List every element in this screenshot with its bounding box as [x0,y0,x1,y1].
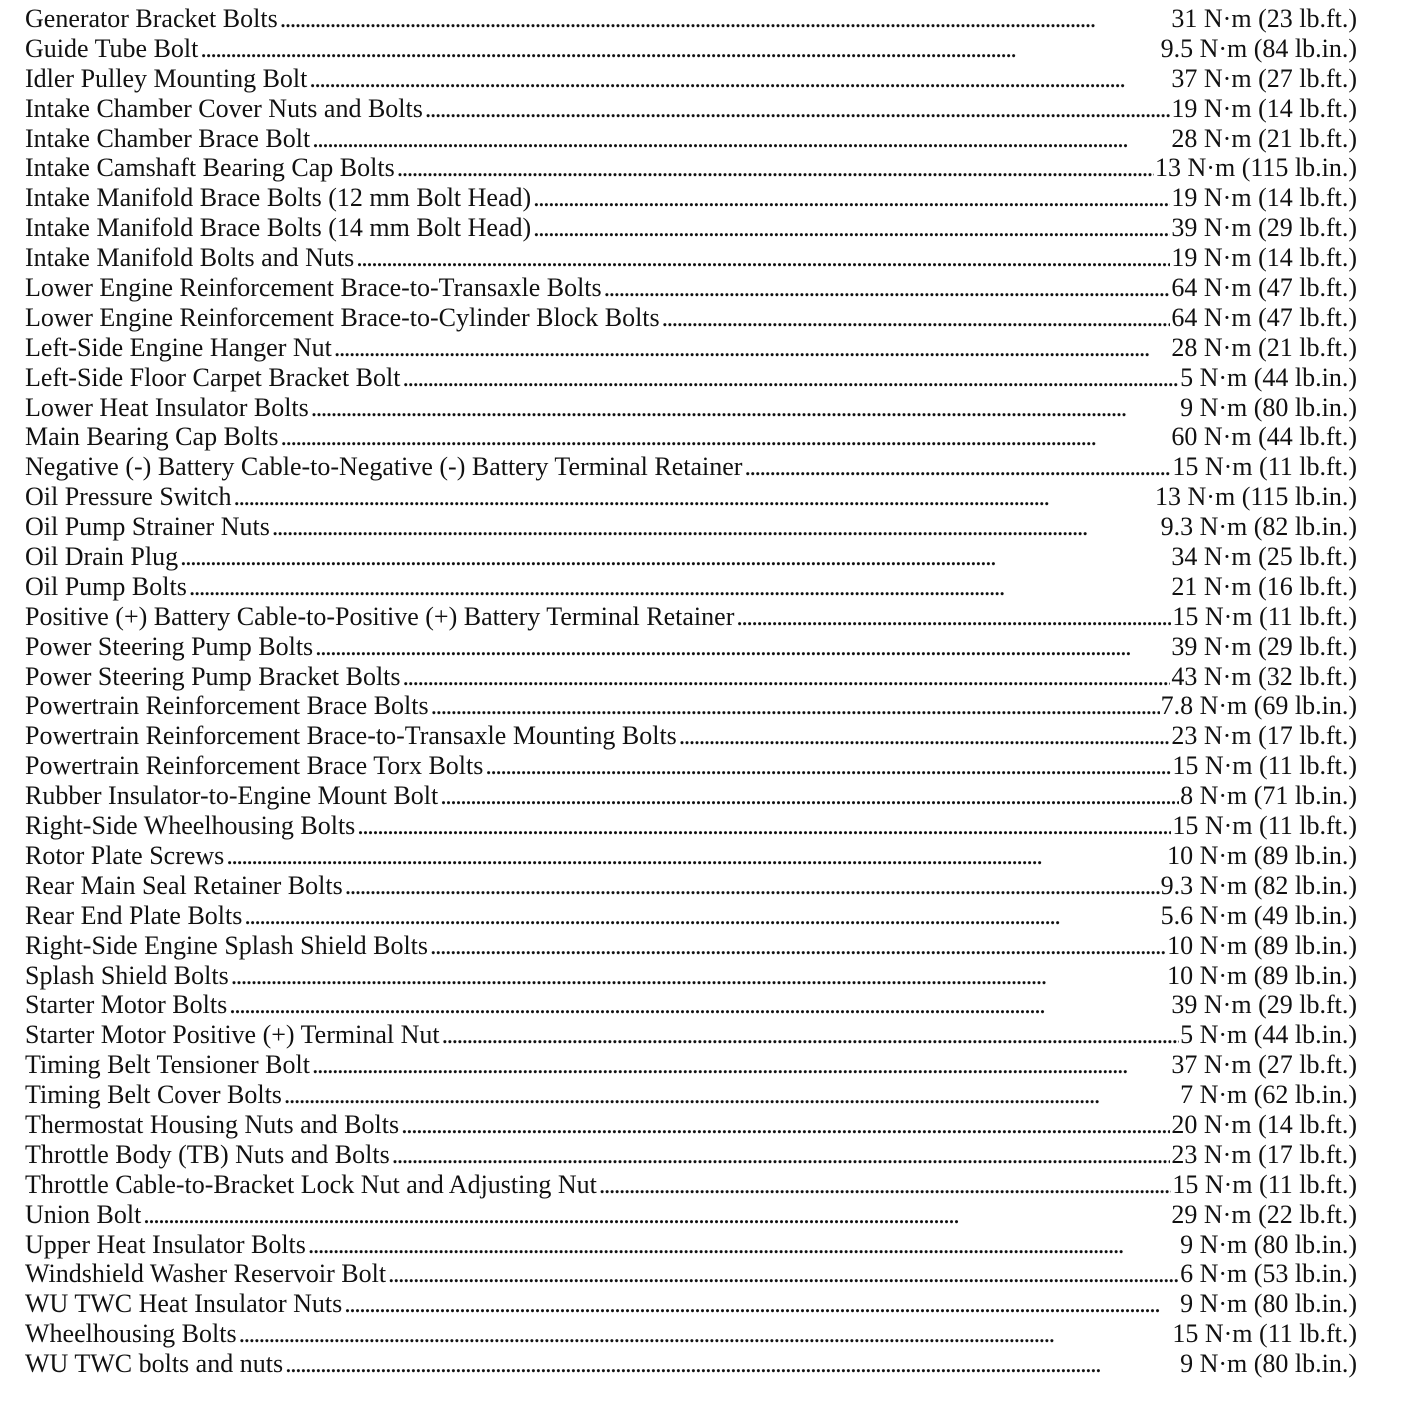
spec-torque-value: 15 N·m (11 lb.ft.) [1172,1319,1357,1349]
spec-row [25,213,1357,243]
dot-leader [599,1170,1172,1200]
spec-row [25,602,1357,632]
spec-torque-value: 10 N·m (89 lb.in.) [1167,840,1357,870]
spec-row [25,124,1357,154]
spec-item-label: Oil Pump Strainer Nuts [25,512,270,542]
dot-leader [244,901,1159,931]
dot-leader [285,1349,1179,1379]
torque-specification-list [25,4,1357,1379]
spec-item-label: Powertrain Reinforcement Brace Torx Bolts [25,751,484,781]
spec-item-label: Negative (-) Battery Cable-to-Negative (-) Battery Terminal Retainer [25,452,743,482]
spec-item-label: Intake Manifold Bolts and Nuts [25,243,355,273]
dot-leader [604,273,1171,303]
spec-row [25,1050,1357,1080]
spec-row [25,721,1357,751]
dot-leader [344,1289,1179,1319]
dot-leader [312,1050,1170,1080]
spec-item-label: Oil Drain Plug [25,542,179,572]
dot-leader [309,64,1170,94]
dot-leader [226,841,1166,871]
spec-row [25,1170,1357,1200]
spec-row [25,542,1357,572]
spec-torque-value: 34 N·m (25 lb.ft.) [1171,542,1357,572]
spec-torque-value: 10 N·m (89 lb.in.) [1167,960,1357,990]
spec-item-label: Starter Motor Bolts [25,990,228,1020]
dot-leader [334,333,1171,363]
spec-torque-value: 39 N·m (29 lb.ft.) [1171,213,1357,243]
spec-torque-value: 31 N·m (23 lb.ft.) [1171,4,1357,33]
spec-row [25,871,1357,901]
spec-torque-value: 7 N·m (62 lb.in.) [1180,1080,1357,1110]
spec-item-label: WU TWC bolts and nuts [25,1349,284,1379]
spec-row [25,990,1357,1020]
dot-leader [143,1200,1170,1230]
spec-item-label: Rear End Plate Bolts [25,900,243,930]
spec-item-label: Starter Motor Positive (+) Terminal Nut [25,1020,440,1050]
spec-item-label: Right-Side Engine Splash Shield Bolts [25,930,429,960]
spec-torque-value: 37 N·m (27 lb.ft.) [1171,63,1357,93]
spec-item-label: Intake Chamber Cover Nuts and Bolts [25,93,423,123]
spec-row [25,781,1357,811]
spec-torque-value: 9 N·m (80 lb.in.) [1180,1349,1357,1379]
spec-item-label: Oil Pressure Switch [25,482,232,512]
spec-item-label: Intake Camshaft Bearing Cap Bolts [25,153,395,183]
spec-torque-value: 15 N·m (11 lb.ft.) [1172,811,1357,841]
spec-torque-value: 10 N·m (89 lb.in.) [1167,930,1357,960]
spec-torque-value: 21 N·m (16 lb.ft.) [1171,571,1357,601]
dot-leader [284,1080,1179,1110]
dot-leader [402,363,1179,393]
dot-leader [425,94,1171,124]
spec-torque-value: 20 N·m (14 lb.ft.) [1171,1109,1357,1139]
spec-item-label: Lower Engine Reinforcement Brace-to-Cylinder Block Bolts [25,302,660,332]
dot-leader [200,34,1159,64]
dot-leader [403,662,1171,692]
spec-row [25,1289,1357,1319]
dot-leader [388,1259,1179,1289]
spec-item-label: Right-Side Wheelhousing Bolts [25,811,356,841]
spec-torque-value: 64 N·m (47 lb.ft.) [1171,302,1357,332]
spec-item-label: Timing Belt Cover Bolts [25,1080,282,1110]
spec-row [25,632,1357,662]
spec-row [25,64,1357,94]
spec-torque-value: 39 N·m (29 lb.ft.) [1171,990,1357,1020]
dot-leader [533,213,1170,243]
spec-item-label: Rotor Plate Screws [25,840,225,870]
spec-row [25,512,1357,542]
spec-item-label: Main Bearing Cap Bolts [25,422,279,452]
spec-item-label: Left-Side Engine Hanger Nut [25,332,332,362]
spec-torque-value: 28 N·m (21 lb.ft.) [1171,332,1357,362]
spec-torque-value: 9.5 N·m (84 lb.in.) [1160,33,1357,63]
spec-torque-value: 28 N·m (21 lb.ft.) [1171,123,1357,153]
spec-row [25,691,1357,721]
spec-torque-value: 23 N·m (17 lb.ft.) [1171,1139,1357,1169]
spec-row [25,1230,1357,1260]
spec-item-label: Powertrain Reinforcement Brace-to-Transaxle Mounting Bolts [25,721,677,751]
dot-leader [345,871,1160,901]
spec-item-label: Splash Shield Bolts [25,960,229,990]
spec-torque-value: 5 N·m (44 lb.in.) [1180,362,1357,392]
spec-torque-value: 64 N·m (47 lb.ft.) [1171,273,1357,303]
spec-row [25,303,1357,333]
spec-item-label: Upper Heat Insulator Bolts [25,1229,306,1259]
spec-row [25,1319,1357,1349]
spec-item-label: Thermostat Housing Nuts and Bolts [25,1109,400,1139]
dot-leader [315,632,1170,662]
spec-item-label: Left-Side Floor Carpet Bracket Bolt [25,362,401,392]
spec-row [25,183,1357,213]
spec-torque-value: 5.6 N·m (49 lb.in.) [1160,900,1357,930]
spec-row [25,662,1357,692]
spec-item-label: Positive (+) Battery Cable-to-Positive (+) Battery Terminal Retainer [25,601,735,631]
spec-torque-value: 9 N·m (80 lb.in.) [1180,1289,1357,1319]
spec-torque-value: 39 N·m (29 lb.ft.) [1171,631,1357,661]
dot-leader [280,422,1170,452]
spec-row [25,841,1357,871]
spec-torque-value: 9 N·m (80 lb.in.) [1180,1229,1357,1259]
dot-leader [356,243,1170,273]
spec-row [25,1020,1357,1050]
spec-row [25,422,1357,452]
spec-torque-value: 7.8 N·m (69 lb.in.) [1160,691,1357,721]
spec-torque-value: 23 N·m (17 lb.ft.) [1171,721,1357,751]
dot-leader [311,393,1179,423]
spec-row [25,4,1357,34]
spec-row [25,751,1357,781]
spec-torque-value: 29 N·m (22 lb.ft.) [1171,1199,1357,1229]
dot-leader [312,124,1170,154]
dot-leader [430,931,1166,961]
spec-torque-value: 15 N·m (11 lb.ft.) [1172,1169,1357,1199]
dot-leader [180,542,1170,572]
spec-row [25,94,1357,124]
spec-row [25,931,1357,961]
spec-item-label: Union Bolt [25,1199,142,1229]
spec-row [25,1349,1357,1379]
spec-item-label: WU TWC Heat Insulator Nuts [25,1289,343,1319]
dot-leader [431,691,1160,721]
spec-row [25,34,1357,64]
spec-torque-value: 19 N·m (14 lb.ft.) [1171,183,1357,213]
spec-item-label: Timing Belt Tensioner Bolt [25,1050,310,1080]
spec-item-label: Throttle Cable-to-Bracket Lock Nut and Adjusting Nut [25,1169,597,1199]
spec-torque-value: 13 N·m (115 lb.in.) [1155,153,1357,183]
spec-torque-value: 15 N·m (11 lb.ft.) [1172,751,1357,781]
spec-item-label: Wheelhousing Bolts [25,1319,237,1349]
spec-item-label: Intake Manifold Brace Bolts (14 mm Bolt Head) [25,213,532,243]
dot-leader [280,4,1171,34]
spec-item-label: Intake Chamber Brace Bolt [25,123,311,153]
spec-row [25,273,1357,303]
dot-leader [485,751,1171,781]
spec-torque-value: 5 N·m (44 lb.in.) [1180,1020,1357,1050]
spec-torque-value: 9.3 N·m (82 lb.in.) [1160,512,1357,542]
spec-row [25,452,1357,482]
dot-leader [392,1140,1171,1170]
spec-torque-value: 15 N·m (11 lb.ft.) [1172,601,1357,631]
dot-leader [662,303,1171,333]
dot-leader [357,811,1171,841]
spec-item-label: Idler Pulley Mounting Bolt [25,63,308,93]
dot-leader [234,482,1154,512]
spec-torque-value: 60 N·m (44 lb.ft.) [1171,422,1357,452]
spec-torque-value: 43 N·m (32 lb.ft.) [1171,661,1357,691]
spec-row [25,363,1357,393]
dot-leader [231,961,1166,991]
spec-item-label: Rubber Insulator-to-Engine Mount Bolt [25,781,439,811]
spec-row [25,333,1357,363]
dot-leader [401,1110,1170,1140]
spec-row [25,1080,1357,1110]
spec-item-label: Windshield Washer Reservoir Bolt [25,1259,387,1289]
spec-row [25,1200,1357,1230]
spec-item-label: Guide Tube Bolt [25,33,199,63]
dot-leader [189,572,1171,602]
spec-item-label: Throttle Body (TB) Nuts and Bolts [25,1139,390,1169]
spec-item-label: Oil Pump Bolts [25,571,187,601]
spec-row [25,153,1357,183]
spec-item-label: Power Steering Pump Bracket Bolts [25,661,401,691]
spec-row [25,393,1357,423]
dot-leader [744,452,1171,482]
dot-leader [440,781,1179,811]
dot-leader [229,990,1170,1020]
spec-row [25,1110,1357,1140]
dot-leader [736,602,1171,632]
spec-row [25,1259,1357,1289]
spec-torque-value: 37 N·m (27 lb.ft.) [1171,1050,1357,1080]
spec-row [25,572,1357,602]
spec-row [25,482,1357,512]
spec-row [25,243,1357,273]
dot-leader [239,1319,1172,1349]
spec-item-label: Lower Heat Insulator Bolts [25,392,309,422]
spec-torque-value: 13 N·m (115 lb.in.) [1155,482,1357,512]
spec-item-label: Lower Engine Reinforcement Brace-to-Transaxle Bolts [25,273,602,303]
spec-row [25,901,1357,931]
dot-leader [272,512,1160,542]
spec-item-label: Power Steering Pump Bolts [25,631,314,661]
spec-torque-value: 6 N·m (53 lb.in.) [1180,1259,1357,1289]
spec-torque-value: 9 N·m (80 lb.in.) [1180,392,1357,422]
dot-leader [679,721,1171,751]
spec-item-label: Intake Manifold Brace Bolts (12 mm Bolt Head) [25,183,532,213]
spec-torque-value: 15 N·m (11 lb.ft.) [1172,452,1357,482]
dot-leader [308,1230,1179,1260]
spec-item-label: Generator Bracket Bolts [25,4,278,33]
spec-torque-value: 9.3 N·m (82 lb.in.) [1160,870,1357,900]
dot-leader [397,153,1154,183]
dot-leader [442,1020,1180,1050]
spec-item-label: Powertrain Reinforcement Brace Bolts [25,691,429,721]
spec-row [25,811,1357,841]
dot-leader [533,183,1170,213]
spec-item-label: Rear Main Seal Retainer Bolts [25,870,343,900]
spec-row [25,1140,1357,1170]
spec-torque-value: 19 N·m (14 lb.ft.) [1171,93,1357,123]
spec-torque-value: 19 N·m (14 lb.ft.) [1171,243,1357,273]
spec-torque-value: 8 N·m (71 lb.in.) [1180,781,1357,811]
spec-row [25,961,1357,991]
